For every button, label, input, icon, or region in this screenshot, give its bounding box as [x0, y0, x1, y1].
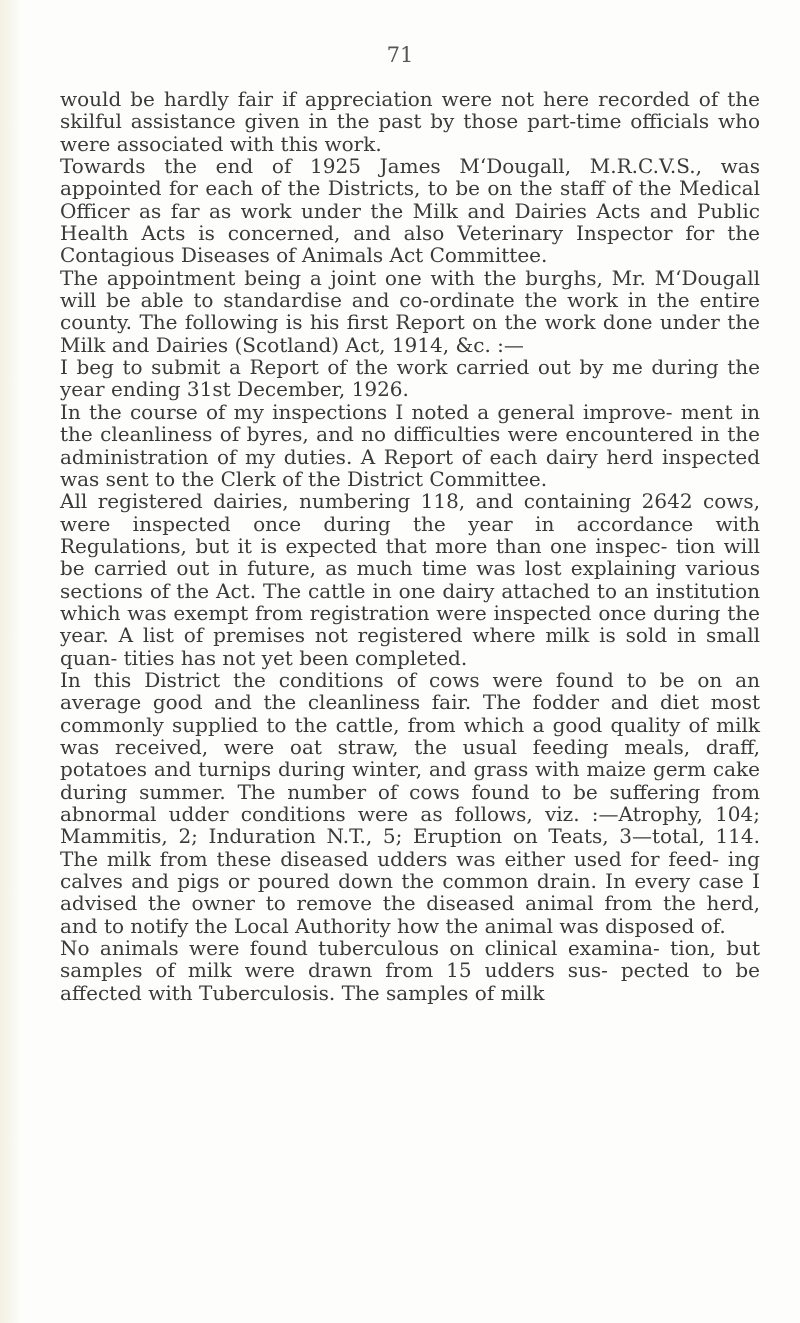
body-text — [60, 88, 760, 1004]
paragraph-joint-appointment: The appointment being a joint one with the burghs, Mr. M‘Dougall will be able to standardise and co-ordinate the work in the entire county. The following is his first Report on the work done under the Milk and Dairies (Scotland) Act, 1914, &c. :— — [60, 265, 760, 357]
paragraph-cow-conditions: In this District the conditions of cows were found to be on an average good and the cleanliness fair. The fodder and diet most commonly supplied to the cattle, from which a good quality of milk was received, were oat straw, the usual feeding meals, draff, potatoes and turnips during winter, and grass with maize germ cake during summer. The number of cows found to be suffering from abnormal udder conditions were as follows, viz. :—Atrophy, 104; Mammitis, 2; Induration N.T., 5; Eruption on Teats, 3—total, 114. The milk from these diseased udders was either used for feed- ing calves and pigs or poured down the common drain. In every case I advised the owner to remove the diseased animal from the herd, and to notify the Local Authority how the animal was disposed of. — [60, 667, 760, 938]
page-binding-edge — [0, 0, 22, 1323]
paragraph-tuberculosis: No animals were found tuberculous on clinical examina- tion, but samples of milk were drawn from 15 udders sus- pected to be affected with Tuberculosis. The samples of milk — [60, 936, 760, 1005]
paragraph-appointment: Towards the end of 1925 James M‘Dougall, M.R.C.V.S., was appointed for each of the Districts, to be on the staff of the Medical Officer as far as work under the Milk and Dairies Acts and Public Health Acts is concerned, and also Veterinary Inspector for the Contagious Diseases of Animals Act Committee. — [60, 154, 760, 268]
paragraph-report-intro: I beg to submit a Report of the work carried out by me during the year ending 31st December, 1926. — [60, 355, 760, 402]
paragraph-appreciation: would be hardly fair if appreciation were not here recorded of the skilful assistance given in the past by those part-time officials who were associated with this work. — [60, 87, 760, 156]
page-number: 71 — [386, 43, 414, 67]
paragraph-inspections: In the course of my inspections I noted a general improve- ment in the cleanliness of byres, and no difficulties were encountered in the administration of my duties. A Report of each dairy herd inspected was sent to the Clerk of the District Committee. — [60, 399, 760, 491]
paragraph-registered-dairies: All registered dairies, numbering 118, and containing 2642 cows, were inspected once during the year in accordance with Regulations, but it is expected that more than one inspec- tion will be carried out in future, as much time was lost explaining various sections of the Act. The cattle in one dairy attached to an institution which was exempt from registration were inspected once during the year. A list of premises not registered where milk is sold in small quan- tities has not yet been completed. — [60, 489, 760, 670]
